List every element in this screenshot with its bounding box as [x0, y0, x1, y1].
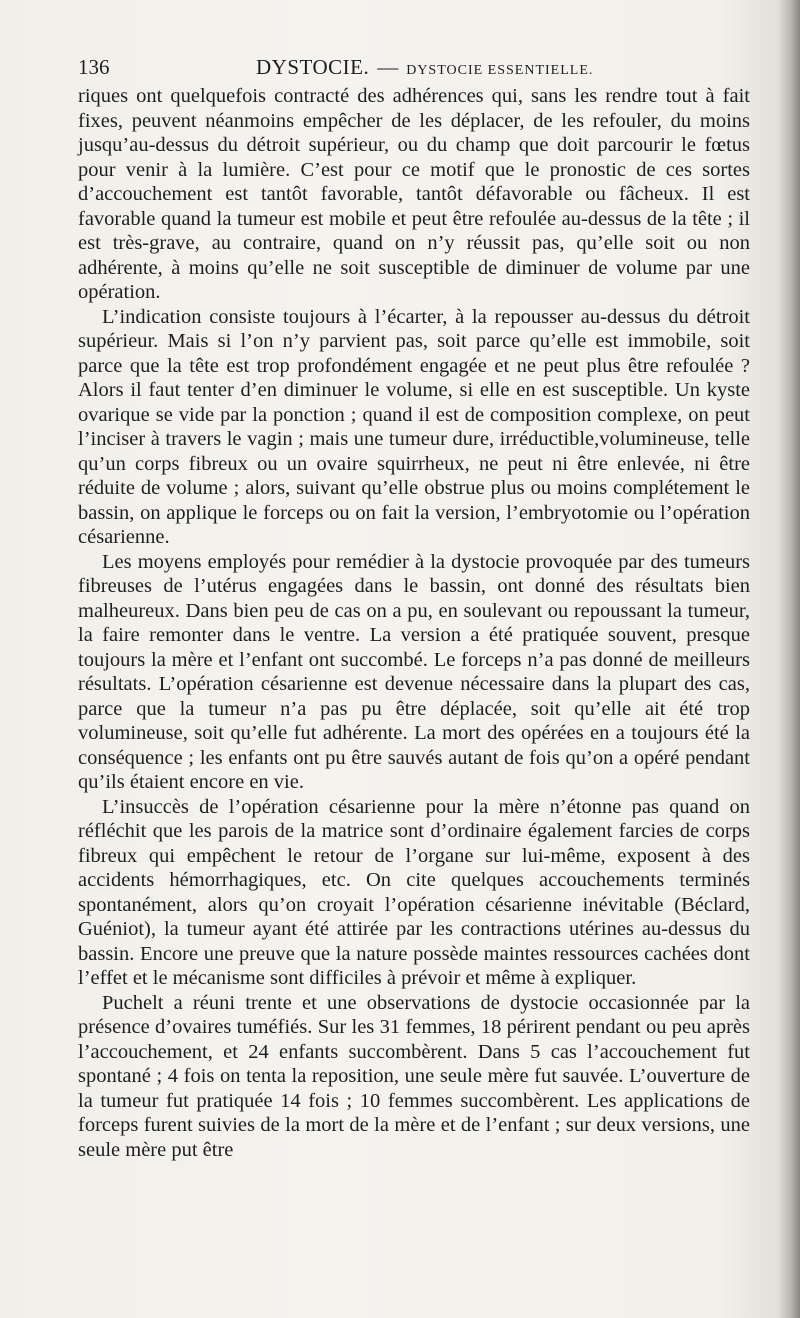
paragraph-1: riques ont quelquefois contracté des adhérences qui, sans les rendre tout à fait fixes, peuvent néanmoins empêcher de les déplacer, de les refouler, du moins jusqu’au-dessus du détroit supérieur, ou du champ que doit parcourir le fœtus pour venir à la lumière. C’est pour ce motif que le pronostic de ces sortes d’accouchement est tantôt favorable, tantôt défavorable ou fâcheux. Il est favorable quand la tumeur est mobile et peut être refoulée au-dessus de la tête ; il est très-grave, au contraire, quand on n’y réussit pas, qu’elle soit ou non adhérente, à moins qu’elle ne soit susceptible de diminuer de volume par une opération.: [78, 85, 750, 303]
running-header: [78, 52, 750, 82]
header-dash: —: [377, 55, 399, 79]
paragraph-4: L’insuccès de l’opération césarienne pour la mère n’étonne pas quand on réfléchit que les parois de la matrice sont d’ordinaire également farcies de corps fibreux qui empêchent le retour de l’organe sur lui-même, exposent à des accidents hémorrhagiques, etc. On cite quelques accouchements terminés spontanément, alors qu’on croyait l’opération césarienne inévitable (Béclard, Guéniot), la tumeur ayant été attirée par les contractions utérines au-dessus du bassin. Encore une preuve que la nature possède maintes ressources cachées dont l’effet et le mécanisme sont difficiles à prévoir et même à expliquer.: [78, 795, 750, 989]
section-title: DYSTOCIE ESSENTIELLE.: [406, 63, 594, 78]
paragraph-5: Puchelt a réuni trente et une observations de dystocie occasionnée par la présence d’ovaires tuméfiés. Sur les 31 femmes, 18 périrent pendant ou peu après l’accouchement, et 24 enfants succombèrent. Dans 5 cas l’accouchement fut spontané ; 4 fois on tenta la reposition, une seule mère fut sauvée. L’ouverture de la tumeur fut pratiquée 14 fois ; 10 femmes succombèrent. Les applications de forceps furent suivies de la mort de la mère et de l’enfant ; sur deux versions, une seule mère put être: [78, 991, 750, 1161]
paragraph-2: L’indication consiste toujours à l’écarter, à la repousser au-dessus du détroit supérieur. Mais si l’on n’y parvient pas, soit parce qu’elle est immobile, soit parce que la tête est trop profondément engagée et ne peut plus être refoulée ? Alors il faut tenter d’en diminuer le volume, si elle en est susceptible. Un kyste ovarique se vide par la ponction ; quand il est de composition complexe, on peut l’inciser à travers le vagin ; mais une tumeur dure, irréductible,volumineuse, telle qu’un corps fibreux ou un ovaire squirrheux, ne peut ni être enlevée, ni être réduite de volume ; alors, suivant qu’elle obstrue plus ou moins complétement le bassin, on applique le forceps ou on fait la version, l’embryotomie ou l’opération césarienne.: [78, 305, 750, 548]
running-head: [256, 52, 593, 86]
chapter-title: DYSTOCIE.: [256, 55, 370, 79]
body-text: [78, 84, 750, 1162]
page-number: 136: [78, 55, 110, 79]
paragraph-3: Les moyens employés pour remédier à la dystocie provoquée par des tumeurs fibreuses de l’utérus engagées dans le bassin, ont donné des résultats bien malheureux. Dans bien peu de cas on a pu, en soulevant ou repoussant la tumeur, la faire remonter dans le ventre. La version a été pratiquée souvent, presque toujours la mère et l’enfant ont succombé. Le forceps n’a pas donné de meilleurs résultats. L’opération césarienne est devenue nécessaire dans la plupart des cas, parce que la tumeur n’a pas pu être déplacée, soit qu’elle ait été trop volumineuse, soit qu’elle fut adhérente. La mort des opérées en a toujours été la conséquence ; les enfants ont pu être sauvés autant de fois qu’on a opéré pendant qu’ils étaient encore en vie.: [78, 550, 750, 793]
page-gutter-shadow: [778, 0, 800, 1318]
